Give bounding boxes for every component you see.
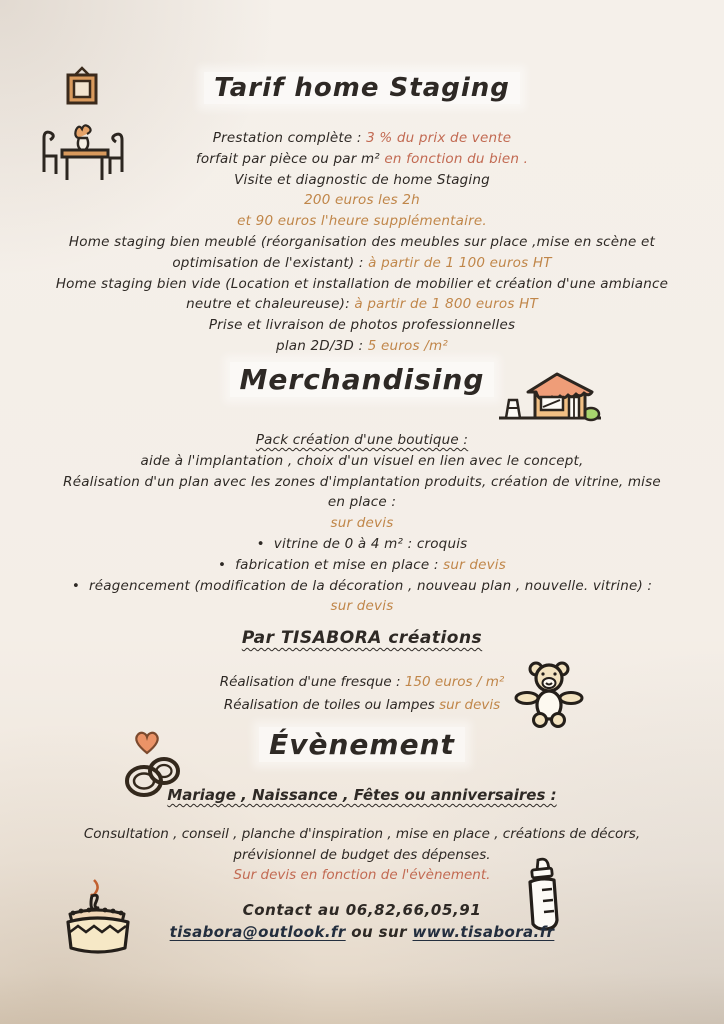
bullet-line: • fabrication et mise en place : sur devis <box>217 556 506 573</box>
text-line: Consultation , conseil , planche d'inspiration , mise en place , créations de décors, <box>83 826 641 842</box>
merch-lines <box>0 430 724 617</box>
tisabora-section-header <box>0 628 724 648</box>
email-link[interactable]: tisabora@outlook.fr <box>169 923 346 941</box>
text-line: Prise et livraison de photos professionnelles <box>208 317 516 334</box>
contact-block <box>0 901 724 941</box>
tarif-lines <box>0 128 724 357</box>
text-line: neutre et chaleureuse): à partir de 1 800 euros HT <box>186 296 538 313</box>
text-line: Sur devis en fonction de l'évènement. <box>233 867 491 883</box>
text-line: Réalisation d'un plan avec les zones d'implantation produits, création de vitrine, mise <box>63 473 661 490</box>
text-line: 200 euros les 2h <box>304 192 420 209</box>
event-subheading: Mariage , Naissance , Fêtes ou anniversaires : <box>167 786 557 804</box>
contact-middle-text: ou sur <box>345 923 413 941</box>
text-line: forfait par pièce ou par m² en fonction du bien . <box>195 150 529 167</box>
bullet-line: • vitrine de 0 à 4 m² : croquis <box>256 535 468 552</box>
pack-heading: Pack création d'une boutique : <box>255 432 469 448</box>
event-section-header <box>0 727 724 762</box>
text-line: sur devis <box>330 515 394 532</box>
text-line: Home staging bien meublé (réorganisation des meubles sur place ,mise en scène et <box>68 233 656 250</box>
merch-title: Merchandising <box>230 362 495 397</box>
text-line: Prestation complète : 3 % du prix de vente <box>212 130 512 146</box>
text-line: prévisionnel de budget des dépenses. <box>233 846 491 863</box>
text-line: aide à l'implantation , choix d'un visuel en lien avec le concept, <box>140 452 584 469</box>
page-title: Tarif home Staging <box>204 72 520 104</box>
text-line: en place : <box>327 494 397 511</box>
text-line: optimisation de l'existant) : à partir de 1 100 euros HT <box>172 254 552 271</box>
text-line: Home staging bien vide (Location et installation de mobilier et création d'une ambiance <box>55 275 669 292</box>
tarif-section-header <box>0 72 724 104</box>
bullet-line: • réagencement (modification de la décoration , nouveau plan , nouvelle. vitrine) : <box>71 577 653 594</box>
text-line: et 90 euros l'heure supplémentaire. <box>237 213 487 230</box>
website-link[interactable]: www.tisabora.fr <box>412 923 555 941</box>
tisabora-lines <box>0 671 724 716</box>
event-subheading-row <box>0 786 724 804</box>
text-line: plan 2D/3D : 5 euros /m² <box>276 337 448 354</box>
merch-section-header <box>0 362 724 397</box>
text-line: sur devis <box>330 598 394 615</box>
contact-phone: Contact au 06,82,66,05,91 <box>242 901 482 919</box>
contact-links <box>0 923 724 941</box>
tisabora-heading: Par TISABORA créations <box>241 628 483 648</box>
text-line: Réalisation d'une fresque : 150 euros / m² <box>219 674 505 690</box>
text-line: Visite et diagnostic de home Staging <box>234 171 490 188</box>
event-title: Évènement <box>259 727 465 762</box>
shop-icon <box>497 370 603 424</box>
text-line: Réalisation de toiles ou lampes sur devis <box>223 696 501 713</box>
